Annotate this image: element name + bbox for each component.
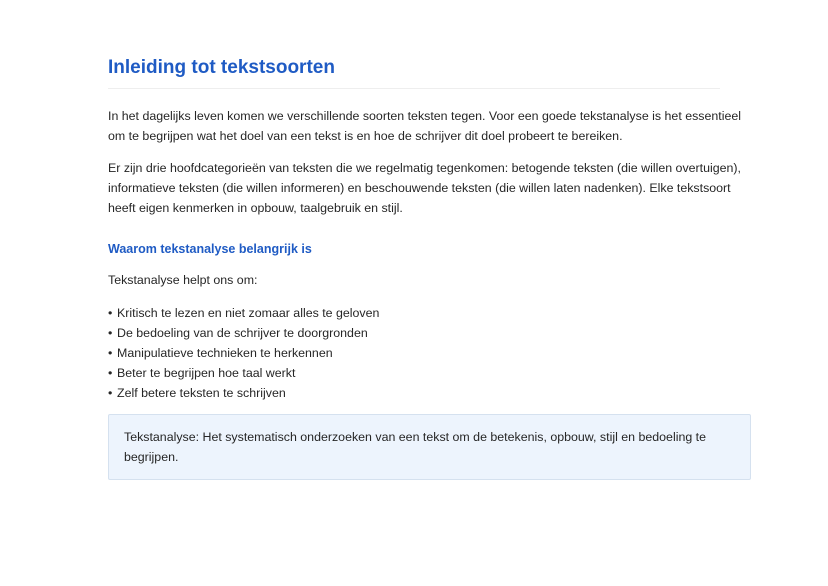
- intro-paragraph: In het dagelijks leven komen we verschillende soorten teksten tegen. Voor een goede tekstanalyse is het essentieel om te begrijpen wat het doel van een tekst is en hoe de schrijver dit doel probeert te bereiken.: [108, 109, 742, 144]
- bullet-icon: •: [108, 385, 113, 400]
- bullet-icon: •: [108, 345, 113, 360]
- section-intro: Tekstanalyse helpt ons om:: [108, 273, 258, 288]
- list-item-text: Kritisch te lezen en niet zomaar alles te geloven: [117, 305, 380, 320]
- bullet-icon: •: [108, 305, 113, 320]
- definition-callout: [108, 414, 751, 480]
- list-item: [108, 303, 752, 323]
- list-item-text: De bedoeling van de schrijver te doorgronden: [117, 325, 368, 340]
- list-item: [108, 343, 752, 363]
- article: [108, 56, 752, 480]
- list-item: [108, 383, 752, 403]
- section-heading: Waarom tekstanalyse belangrijk is: [108, 242, 312, 257]
- list-item-text: Zelf betere teksten te schrijven: [117, 385, 286, 400]
- benefits-list: [108, 303, 752, 403]
- bullet-icon: •: [108, 365, 113, 380]
- categories-paragraph: Er zijn drie hoofdcategorieën van teksten die we regelmatig tegenkomen: betogende teksten (die willen overtuigen), informatieve teksten (die willen informeren) en beschouwende teksten (die willen laten nadenken). Elke tekstsoort heeft eigen kenmerken in opbouw, taalgebruik en stijl.: [108, 160, 741, 216]
- list-item: [108, 363, 752, 383]
- bullet-icon: •: [108, 325, 113, 340]
- list-item: [108, 323, 752, 343]
- definition-text: Tekstanalyse: Het systematisch onderzoeken van een tekst om de betekenis, opbouw, stijl en bedoeling te begrijpen.: [124, 429, 707, 465]
- list-item-text: Manipulatieve technieken te herkennen: [117, 345, 333, 360]
- list-item-text: Beter te begrijpen hoe taal werkt: [117, 365, 296, 380]
- page-title: Inleiding tot tekstsoorten: [108, 56, 720, 89]
